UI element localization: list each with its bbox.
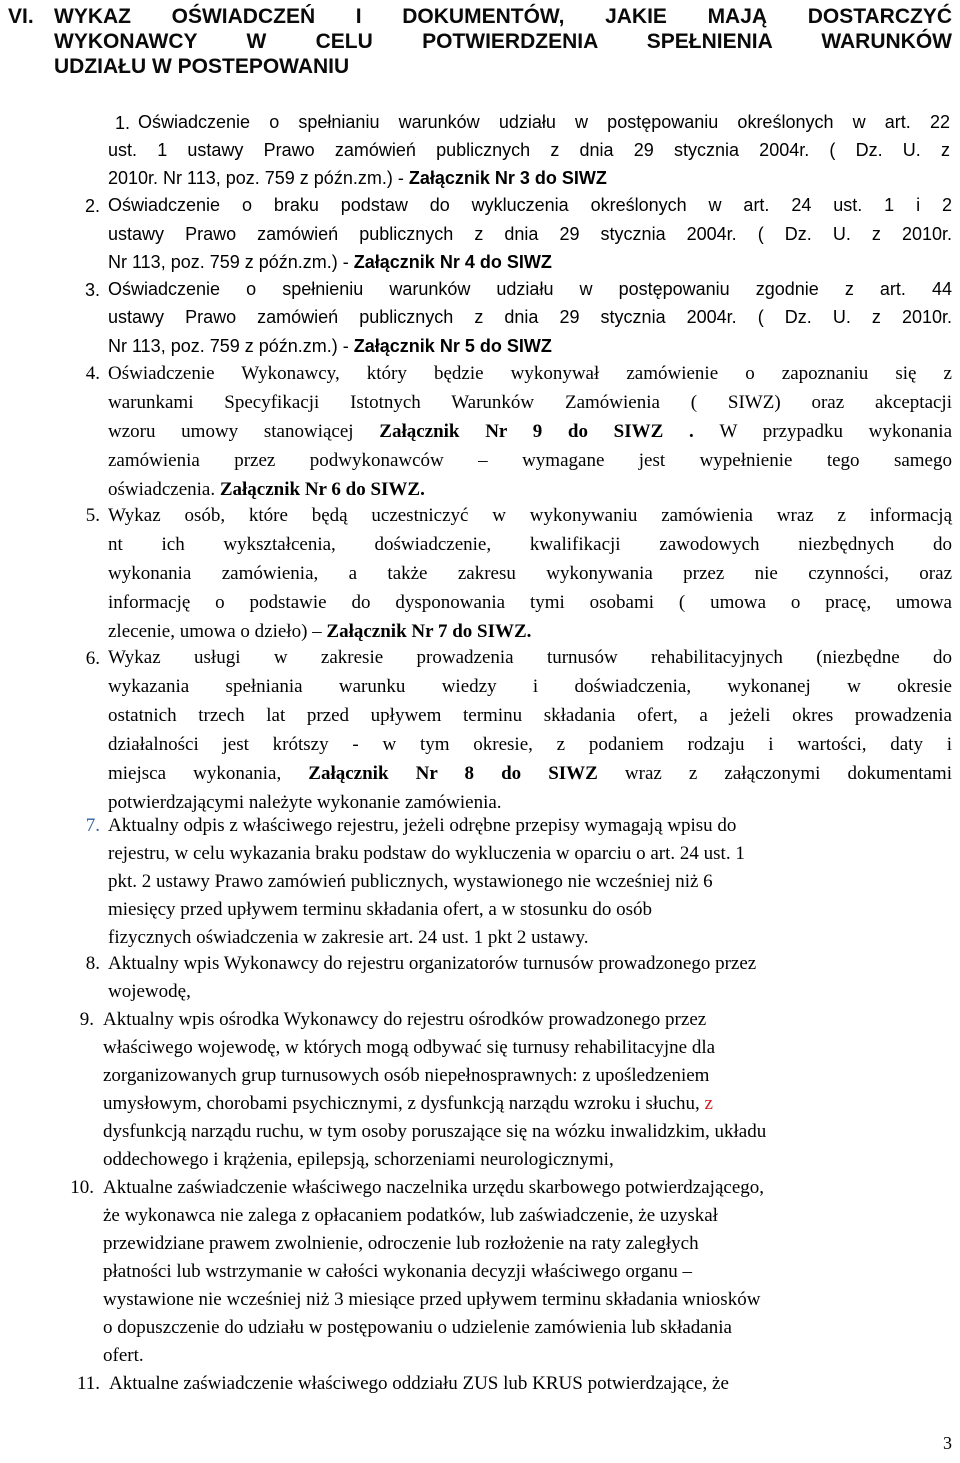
item-number: 8. — [85, 953, 100, 974]
item-line: Nr 113, poz. 759 z późn.zm.) - Załącznik Nr 4 do SIWZ — [108, 252, 552, 272]
heading-line-2: WYKONAWCY W CELU POTWIERDZENIA SPEŁNIENIA WARUNKÓW — [54, 30, 952, 53]
item-number: 9. — [79, 1009, 94, 1030]
attachment-reference: Załącznik Nr 7 do SIWZ. — [326, 621, 532, 642]
item-number: 3. — [84, 280, 100, 300]
item-line: informację o podstawie do dysponowania tymi osobami ( umowa o pracę, umowa — [108, 592, 952, 613]
item-line: Oświadczenie o spełnianiu warunków udziału w postępowaniu określonych w art. 22 — [138, 112, 950, 132]
page-number: 3 — [943, 1433, 952, 1453]
attachment-reference: Załącznik Nr 5 do SIWZ — [353, 336, 552, 356]
item-line: 2010r. Nr 113, poz. 759 z późn.zm.) - Załącznik Nr 3 do SIWZ — [108, 168, 607, 188]
item-line: oświadczenia. Załącznik Nr 6 do SIWZ. — [108, 479, 425, 500]
item-line: właściwego wojewodę, w których mogą odbywać się turnusy rehabilitacyjne dla — [103, 1037, 716, 1058]
item-line: Aktualny wpis ośrodka Wykonawcy do rejestru ośrodków prowadzonego przez — [103, 1009, 707, 1030]
item-line: oddechowego i krążenia, epilepsją, schorzeniami neurologicznymi, — [103, 1149, 614, 1170]
attachment-reference: Załącznik Nr 9 do SIWZ — [379, 421, 664, 442]
item-line: Wykaz osób, które będą uczestniczyć w wykonywaniu zamówienia wraz z informacją — [108, 505, 952, 526]
item-number: 2. — [84, 196, 100, 216]
item-line: zlecenie, umowa o dzieło) – Załącznik Nr 7 do SIWZ. — [108, 621, 532, 642]
item-line: Aktualne zaświadczenie właściwego oddziału ZUS lub KRUS potwierdzające, że — [109, 1373, 729, 1394]
heading-line-1: VI. WYKAZ OŚWIADCZEŃ I DOKUMENTÓW, JAKIE MAJĄ DOSTARCZYĆ — [8, 5, 952, 28]
item-line: wykonania zamówienia, a także zakresu wykonywania przez nie czynności, oraz — [108, 563, 952, 584]
item-number: 7. — [85, 815, 100, 836]
item-line: zorganizowanych grup turnusowych osób niepełnosprawnych: z upośledzeniem — [103, 1065, 710, 1086]
item-line: miejsca wykonania, Załącznik Nr 8 do SIWZ wraz z załączonymi dokumentami — [108, 763, 952, 784]
item-line: wykazania spełniania warunku wiedzy i doświadczenia, wykonanej w okresie — [108, 676, 952, 697]
item-line: ostatnich trzech lat przed upływem terminu składania ofert, a jeżeli okres prowadzenia — [108, 705, 952, 726]
item-line: Oświadczenie o braku podstaw do wykluczenia określonych w art. 24 ust. 1 i 2 — [108, 195, 952, 215]
item-line: wzoru umowy stanowiącej Załącznik Nr 9 do SIWZ . W przypadku wykonania — [108, 421, 953, 442]
attachment-reference: Załącznik Nr 4 do SIWZ — [353, 252, 552, 272]
item-line: dysfunkcją narządu ruchu, w tym osoby poruszające się na wózku inwalidzkim, układu — [103, 1121, 767, 1142]
attachment-reference: Załącznik Nr 6 do SIWZ. — [219, 479, 425, 500]
heading-line-3: UDZIAŁU W POSTEPOWANIU — [54, 55, 350, 78]
attachment-reference: Załącznik Nr 3 do SIWZ — [408, 168, 607, 188]
item-line: Oświadczenie o spełnieniu warunków udziału w postępowaniu zgodnie z art. 44 — [108, 279, 952, 299]
item-line: rejestru, w celu wykazania braku podstaw do wykluczenia w oparciu o art. 24 ust. 1 — [108, 843, 745, 864]
item-line: ust. 1 ustawy Prawo zamówień publicznych z dnia 29 stycznia 2004r. ( Dz. U. z — [108, 140, 950, 160]
attachment-reference: Załącznik Nr 8 do SIWZ — [308, 763, 598, 784]
item-line: fizycznych oświadczenia w zakresie art. 24 ust. 1 pkt 2 ustawy. — [108, 927, 589, 948]
item-line: Aktualny wpis Wykonawcy do rejestru organizatorów turnusów prowadzonego przez — [108, 953, 757, 974]
item-line: o dopuszczenie do udziału w postępowaniu o udzielenie zamówienia lub składania — [103, 1317, 732, 1338]
item-line: nt ich wykształcenia, doświadczenie, kwalifikacji zawodowych niezbędnych do — [108, 534, 952, 555]
item-line: warunkami Specyfikacji Istotnych Warunków Zamówienia ( SIWZ) oraz akceptacji — [108, 392, 952, 413]
item-number: 10. — [70, 1177, 94, 1198]
item-line: Aktualne zaświadczenie właściwego naczelnika urzędu skarbowego potwierdzającego, — [103, 1177, 765, 1198]
item-line: ustawy Prawo zamówień publicznych z dnia 29 stycznia 2004r. ( Dz. U. z 2010r. — [108, 224, 952, 244]
section-heading — [8, 4, 952, 79]
item-line: płatności lub wstrzymanie w całości wykonania decyzji właściwego organu – — [103, 1261, 693, 1282]
item-line: wystawione nie wcześniej niż 3 miesiące przed upływem terminu składania wniosków — [103, 1289, 761, 1310]
item-line: Aktualny odpis z właściwego rejestru, jeżeli odrębne przepisy wymagają wpisu do — [108, 815, 737, 836]
heading-number: VI. — [8, 5, 34, 28]
item-line: wojewodę, — [108, 981, 191, 1002]
item-line: Nr 113, poz. 759 z późn.zm.) - Załącznik Nr 5 do SIWZ — [108, 336, 552, 356]
item-line: ofert. — [103, 1345, 144, 1366]
item-line: Wykaz usługi w zakresie prowadzenia turnusów rehabilitacyjnych (niezbędne do — [108, 647, 952, 668]
item-line: potwierdzającymi należyte wykonanie zamówienia. — [108, 792, 502, 813]
item-number: 5. — [85, 505, 100, 526]
item-line: Oświadczenie Wykonawcy, który będzie wykonywał zamówienie o zapoznaniu się z — [108, 363, 952, 384]
item-line: przewidziane prawem zwolnienie, odroczenie lub rozłożenie na raty zaległych — [103, 1233, 699, 1254]
item-number: 6. — [85, 648, 100, 669]
item-line: umysłowym, chorobami psychicznymi, z dysfunkcją narządu wzroku i słuchu, z — [103, 1093, 713, 1114]
item-line: miesięcy przed upływem terminu składania ofert, a w stosunku do osób — [108, 899, 653, 920]
item-line: działalności jest krótszy - w tym okresie, z podaniem rodzaju i wartości, daty i — [108, 734, 952, 755]
item-line: ustawy Prawo zamówień publicznych z dnia 29 stycznia 2004r. ( Dz. U. z 2010r. — [108, 307, 952, 327]
item-line: pkt. 2 ustawy Prawo zamówień publicznych, wystawionego nie wcześniej niż 6 — [108, 871, 713, 892]
item-line: że wykonawca nie zalega z opłacaniem podatków, lub zaświadczenie, że uzyskał — [103, 1205, 718, 1226]
item-line: zamówienia przez podwykonawców – wymagane jest wypełnienie tego samego — [108, 450, 952, 471]
item-number: 4. — [85, 363, 100, 384]
item-number: 1. — [114, 113, 130, 133]
item-number: 11. — [76, 1373, 100, 1394]
